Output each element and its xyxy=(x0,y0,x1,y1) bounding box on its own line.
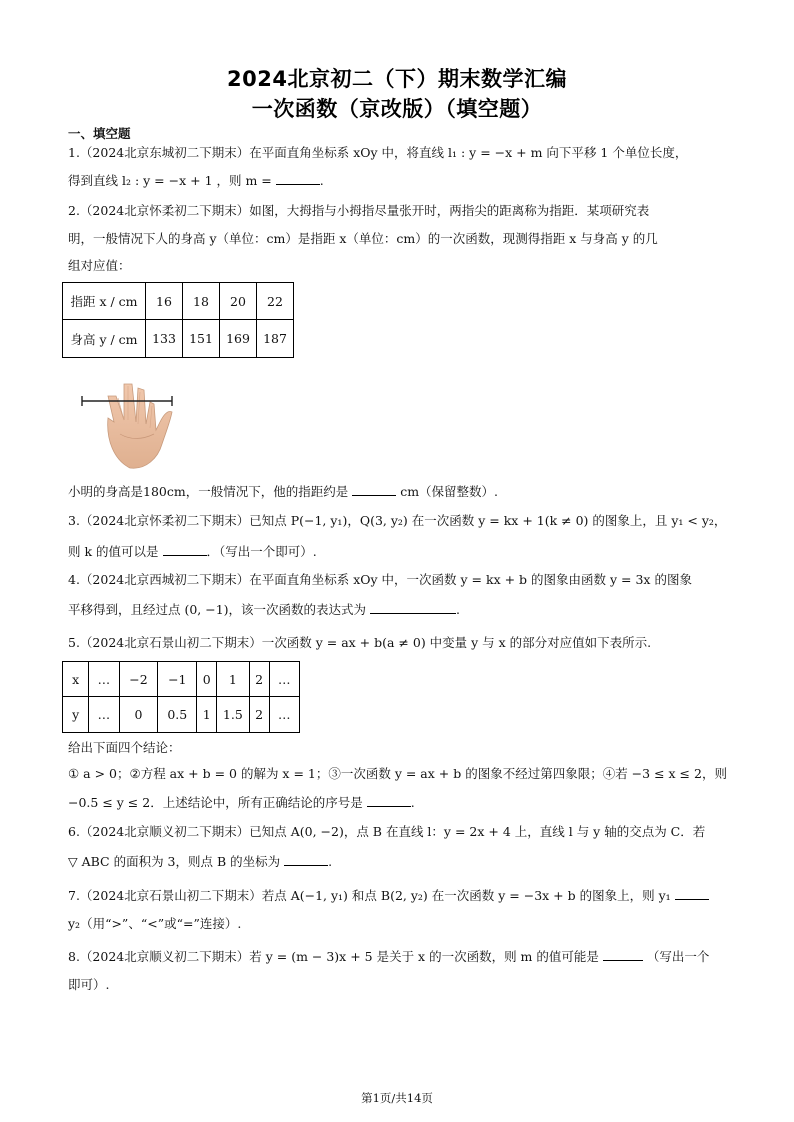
q2-line1: 2.（2024北京怀柔初二下期末）如图，大拇指与小拇指尽量张开时，两指尖的距离称为指距．某项研究表 xyxy=(68,203,650,218)
q2-line3: 组对应值： xyxy=(68,258,131,273)
q5-line4 xyxy=(68,794,415,811)
table-cell: 0 xyxy=(197,662,217,697)
table-cell: … xyxy=(89,697,119,733)
document-title: 2024北京初二（下）期末数学汇编 xyxy=(227,67,567,91)
q2-question-text: 小明的身高是180cm，一般情况下，他的指距约是 xyxy=(68,484,349,499)
q8-text-end: （写出一个 xyxy=(646,949,710,964)
q4-line2 xyxy=(68,601,460,618)
table-cell: 20 xyxy=(220,283,257,320)
q2-line2: 明，一般情况下人的身高 y（单位：cm）是指距 x（单位：cm）的一次函数，现测得指距 x 与身高 y 的几 xyxy=(68,231,658,246)
q4-text: 平移得到，且经过点 (0, −1)，该一次函数的表达式为 xyxy=(68,602,367,617)
q3-text: 则 k 的值可以是 xyxy=(68,544,159,559)
q8-text: 8.（2024北京顺义初二下期末）若 y = (m − 3)x + 5 是关于 x 的一次函数，则 m 的值可能是 xyxy=(68,949,599,964)
q3-line2 xyxy=(68,543,317,560)
q2-table xyxy=(62,282,294,358)
q5-line3: ① a > 0；②方程 ax + b = 0 的解为 x = 1；③一次函数 y = ax + b 的图象不经过第四象限；④若 −3 ≤ x ≤ 2，则 xyxy=(68,766,727,781)
table-cell: 16 xyxy=(146,283,183,320)
page-number: 第1页/共14页 xyxy=(361,1091,433,1105)
table-row xyxy=(63,320,294,358)
q1-end: . xyxy=(319,173,324,188)
q1-answer-blank[interactable] xyxy=(276,172,320,185)
table-cell: 0 xyxy=(119,697,158,733)
q3-answer-blank[interactable] xyxy=(163,543,207,556)
q7-answer-blank[interactable] xyxy=(675,887,709,900)
table-cell: −1 xyxy=(158,662,197,697)
q8-line2: 即可）. xyxy=(68,977,110,992)
q1-line2 xyxy=(68,172,324,189)
q7-text: 7.（2024北京石景山初二下期末）若点 A(−1, y₁) 和点 B(2, y₂) 在一次函数 y = −3x + b 的图象上，则 y₁ xyxy=(68,888,671,903)
table-cell: 指距 x / cm xyxy=(63,283,146,320)
q4-end: . xyxy=(456,602,461,617)
q2-question-end: cm（保留整数）. xyxy=(400,484,499,499)
table-cell: −2 xyxy=(119,662,158,697)
table-cell: 2 xyxy=(249,697,269,733)
table-cell: 18 xyxy=(183,283,220,320)
q7-line2: y₂（用“>”、“<”或“=”连接）. xyxy=(68,916,242,931)
table-cell: 151 xyxy=(183,320,220,358)
q3-line1: 3.（2024北京怀柔初二下期末）已知点 P(−1, y₁)，Q(3, y₂) 在一次函数 y = kx + 1(k ≠ 0) 的图象上，且 y₁ < y₂， xyxy=(68,513,727,528)
table-cell: 187 xyxy=(257,320,294,358)
q5-answer-blank[interactable] xyxy=(367,794,411,807)
q5-table xyxy=(62,661,300,733)
table-cell: … xyxy=(269,662,299,697)
q6-answer-blank[interactable] xyxy=(284,853,328,866)
hand-span-illustration xyxy=(76,362,176,474)
table-row xyxy=(63,662,300,697)
section-heading: 一、填空题 xyxy=(68,126,131,141)
q5-end: . xyxy=(410,795,415,810)
table-cell: 169 xyxy=(220,320,257,358)
table-cell: 1.5 xyxy=(217,697,250,733)
q8-answer-blank[interactable] xyxy=(603,948,643,961)
table-cell: 身高 y / cm xyxy=(63,320,146,358)
table-cell: 22 xyxy=(257,283,294,320)
table-cell: 133 xyxy=(146,320,183,358)
table-cell: y xyxy=(63,697,89,733)
table-cell: 0.5 xyxy=(158,697,197,733)
q5-line1: 5.（2024北京石景山初二下期末）一次函数 y = ax + b(a ≠ 0) 中变量 y 与 x 的部分对应值如下表所示. xyxy=(68,635,652,650)
q2-question-line xyxy=(68,483,498,500)
q4-answer-blank[interactable] xyxy=(370,601,456,614)
q5-text: −0.5 ≤ y ≤ 2．上述结论中，所有正确结论的序号是 xyxy=(68,795,363,810)
q8-line1 xyxy=(68,948,709,965)
q6-text: ▽ ABC 的面积为 3，则点 B 的坐标为 xyxy=(68,854,281,869)
table-row xyxy=(63,697,300,733)
q2-answer-blank[interactable] xyxy=(352,483,396,496)
table-cell: x xyxy=(63,662,89,697)
table-cell: 2 xyxy=(249,662,269,697)
q1-line1: 1.（2024北京东城初二下期末）在平面直角坐标系 xOy 中，将直线 l₁ : y = −x + m 向下平移 1 个单位长度， xyxy=(68,145,688,160)
q6-line2 xyxy=(68,853,332,870)
q1-text: 得到直线 l₂ : y = −x + 1 ，则 m = xyxy=(68,173,272,188)
table-cell: … xyxy=(89,662,119,697)
q5-line2: 给出下面四个结论： xyxy=(68,740,181,755)
table-cell: … xyxy=(269,697,299,733)
table-row xyxy=(63,283,294,320)
table-cell: 1 xyxy=(197,697,217,733)
document-subtitle: 一次函数（京改版）（填空题） xyxy=(251,97,543,121)
q4-line1: 4.（2024北京西城初二下期末）在平面直角坐标系 xOy 中，一次函数 y = kx + b 的图象由函数 y = 3x 的图象 xyxy=(68,572,692,587)
q3-end: ．（写出一个即可）. xyxy=(206,544,317,559)
q7-line1 xyxy=(68,887,709,904)
q6-line1: 6.（2024北京顺义初二下期末）已知点 A(0, −2)，点 B 在直线 l：y = 2x + 4 上，直线 l 与 y 轴的交点为 C．若 xyxy=(68,824,706,839)
q6-end: . xyxy=(328,854,333,869)
table-cell: 1 xyxy=(217,662,250,697)
